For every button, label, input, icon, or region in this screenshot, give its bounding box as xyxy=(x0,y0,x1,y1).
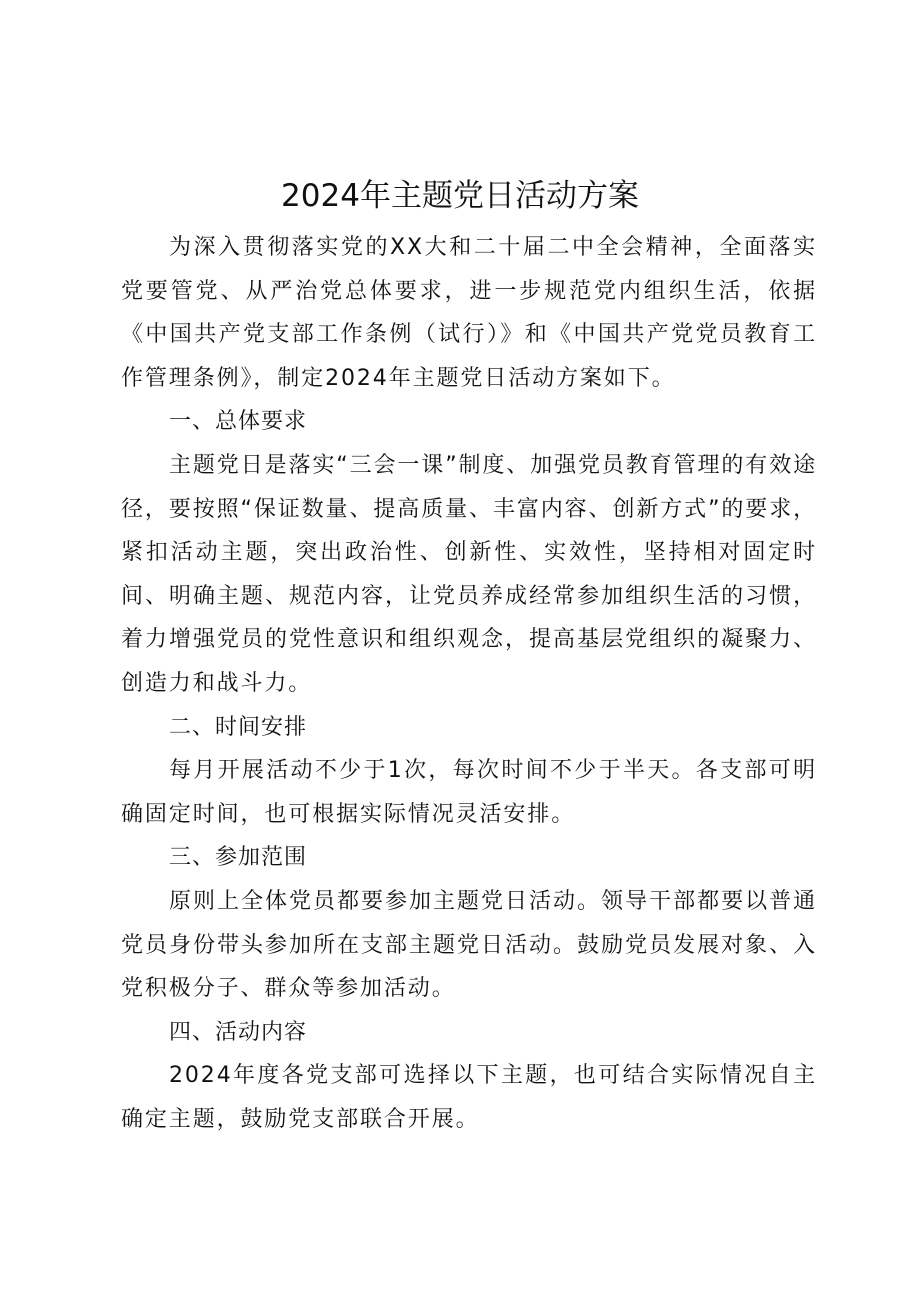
section-text-activity-content: 2024年度各党支部可选择以下主题，也可结合实际情况自主确定主题，鼓励党支部联合开展。 xyxy=(121,1063,817,1132)
section-text-schedule: 每月开展活动不少于1次，每次时间不少于半天。各支部可明确固定时间，也可根据实际情况灵活安排。 xyxy=(121,758,817,827)
section-heading-activity-content: 四、活动内容 xyxy=(169,1019,308,1045)
section-heading-participants: 三、参加范围 xyxy=(169,845,308,871)
document-title: 2024年主题党日活动方案 xyxy=(281,178,639,214)
document-body xyxy=(121,226,817,1141)
intro-paragraph: 为深入贯彻落实党的XX大和二十届二中全会精神，全面落实党要管党、从严治党总体要求，进一步规范党内组织生活，依据《中国共产党支部工作条例（试行）》和《中国共产党党员教育工作管理条例》，制定2024年主题党日活动方案如下。 xyxy=(121,235,817,391)
section-text-participants: 原则上全体党员都要参加主题党日活动。领导干部都要以普通党员身份带头参加所在支部主题党日活动。鼓励党员发展对象、入党积极分子、群众等参加活动。 xyxy=(121,888,817,1002)
section-text-general-requirements: 主题党日是落实“三会一课”制度、加强党员教育管理的有效途径，要按照“保证数量、提高质量、丰富内容、创新方式”的要求，紧扣活动主题，突出政治性、创新性、实效性，坚持相对固定时间、明确主题、规范内容，让党员养成经常参加组织生活的习惯，着力增强党员的党性意识和组织观念，提高基层党组织的凝聚力、创造力和战斗力。 xyxy=(121,452,817,696)
section-heading-schedule: 二、时间安排 xyxy=(169,714,308,740)
section-heading-general-requirements: 一、总体要求 xyxy=(169,409,308,435)
